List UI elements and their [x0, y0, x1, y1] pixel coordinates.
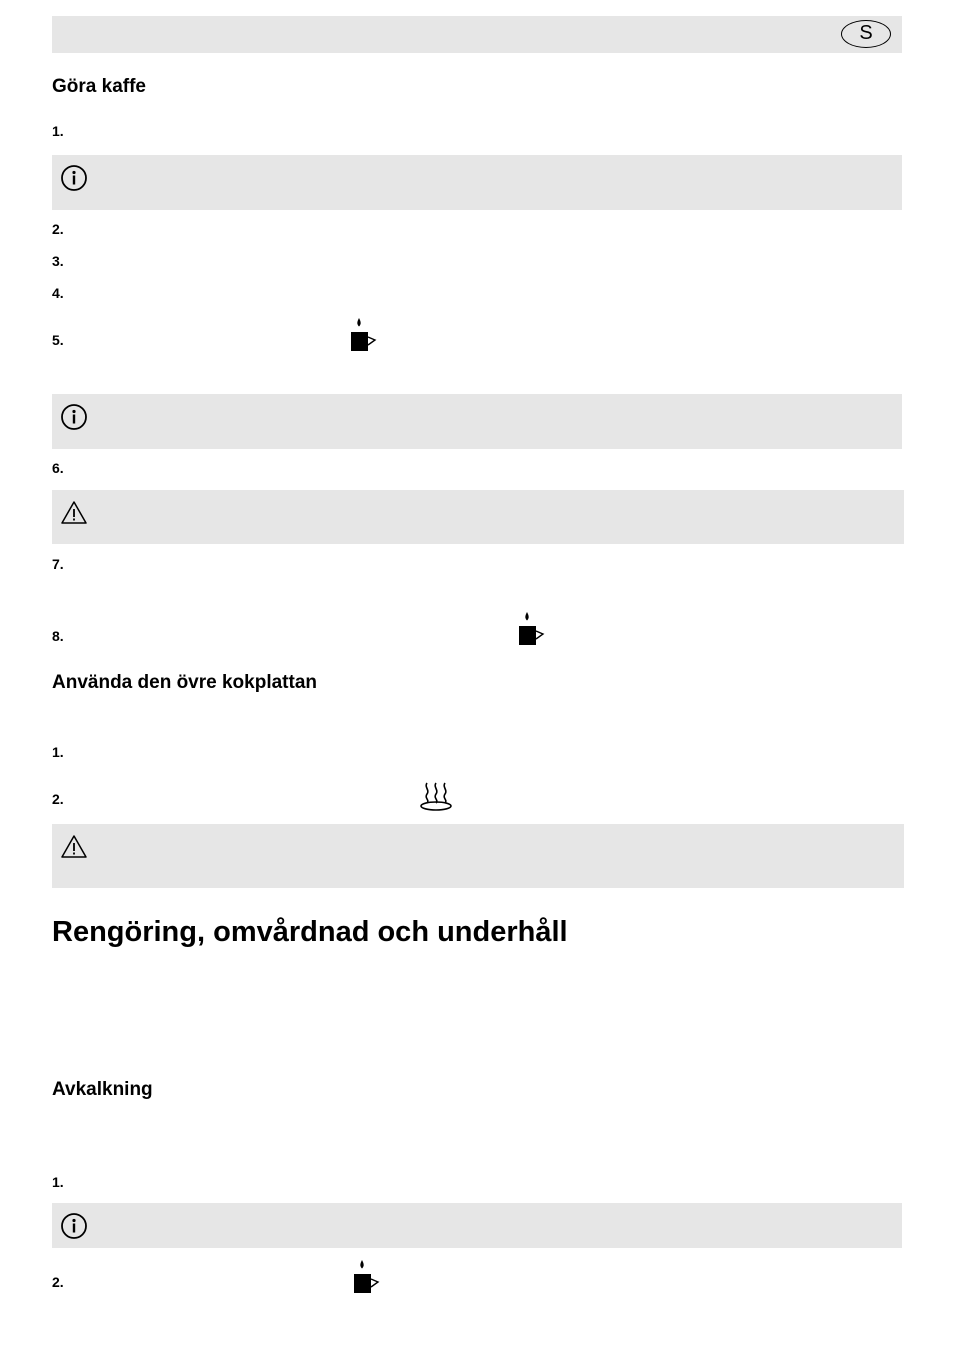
step-number: 1. — [52, 1174, 64, 1190]
step-number: 4. — [52, 285, 64, 301]
step-number: 2. — [52, 791, 64, 807]
step-number: 8. — [52, 628, 64, 644]
coffee-cup-icon — [351, 1260, 381, 1296]
warning-note-box — [52, 490, 904, 544]
info-circle-icon — [60, 403, 88, 431]
step-number: 2. — [52, 1274, 64, 1290]
warning-note-box — [52, 824, 904, 888]
info-circle-icon — [60, 1212, 88, 1240]
info-note-box — [52, 1203, 902, 1248]
section-heading-avkalkning: Avkalkning — [52, 1079, 153, 1100]
chapter-heading-rengoring: Rengöring, omvårdnad och underhåll — [52, 916, 568, 948]
step-number: 6. — [52, 460, 64, 476]
info-note-box — [52, 155, 902, 210]
section-heading-ovre-kokplattan: Använda den övre kokplattan — [52, 672, 318, 693]
step-number: 7. — [52, 556, 64, 572]
step-number: 2. — [52, 221, 64, 237]
step-number: 1. — [52, 123, 64, 139]
info-circle-icon — [60, 164, 88, 192]
step-number: 5. — [52, 332, 64, 348]
hotplate-heat-icon — [418, 780, 454, 812]
coffee-cup-icon — [516, 612, 546, 648]
step-number: 3. — [52, 253, 64, 269]
section-heading-gora-kaffe: Göra kaffe — [52, 76, 146, 97]
warning-triangle-icon — [60, 500, 88, 526]
warning-triangle-icon — [60, 834, 88, 860]
info-note-box — [52, 394, 902, 449]
step-number: 1. — [52, 744, 64, 760]
header-bar — [52, 16, 902, 53]
coffee-cup-icon — [348, 318, 378, 354]
language-badge: S — [841, 20, 891, 48]
